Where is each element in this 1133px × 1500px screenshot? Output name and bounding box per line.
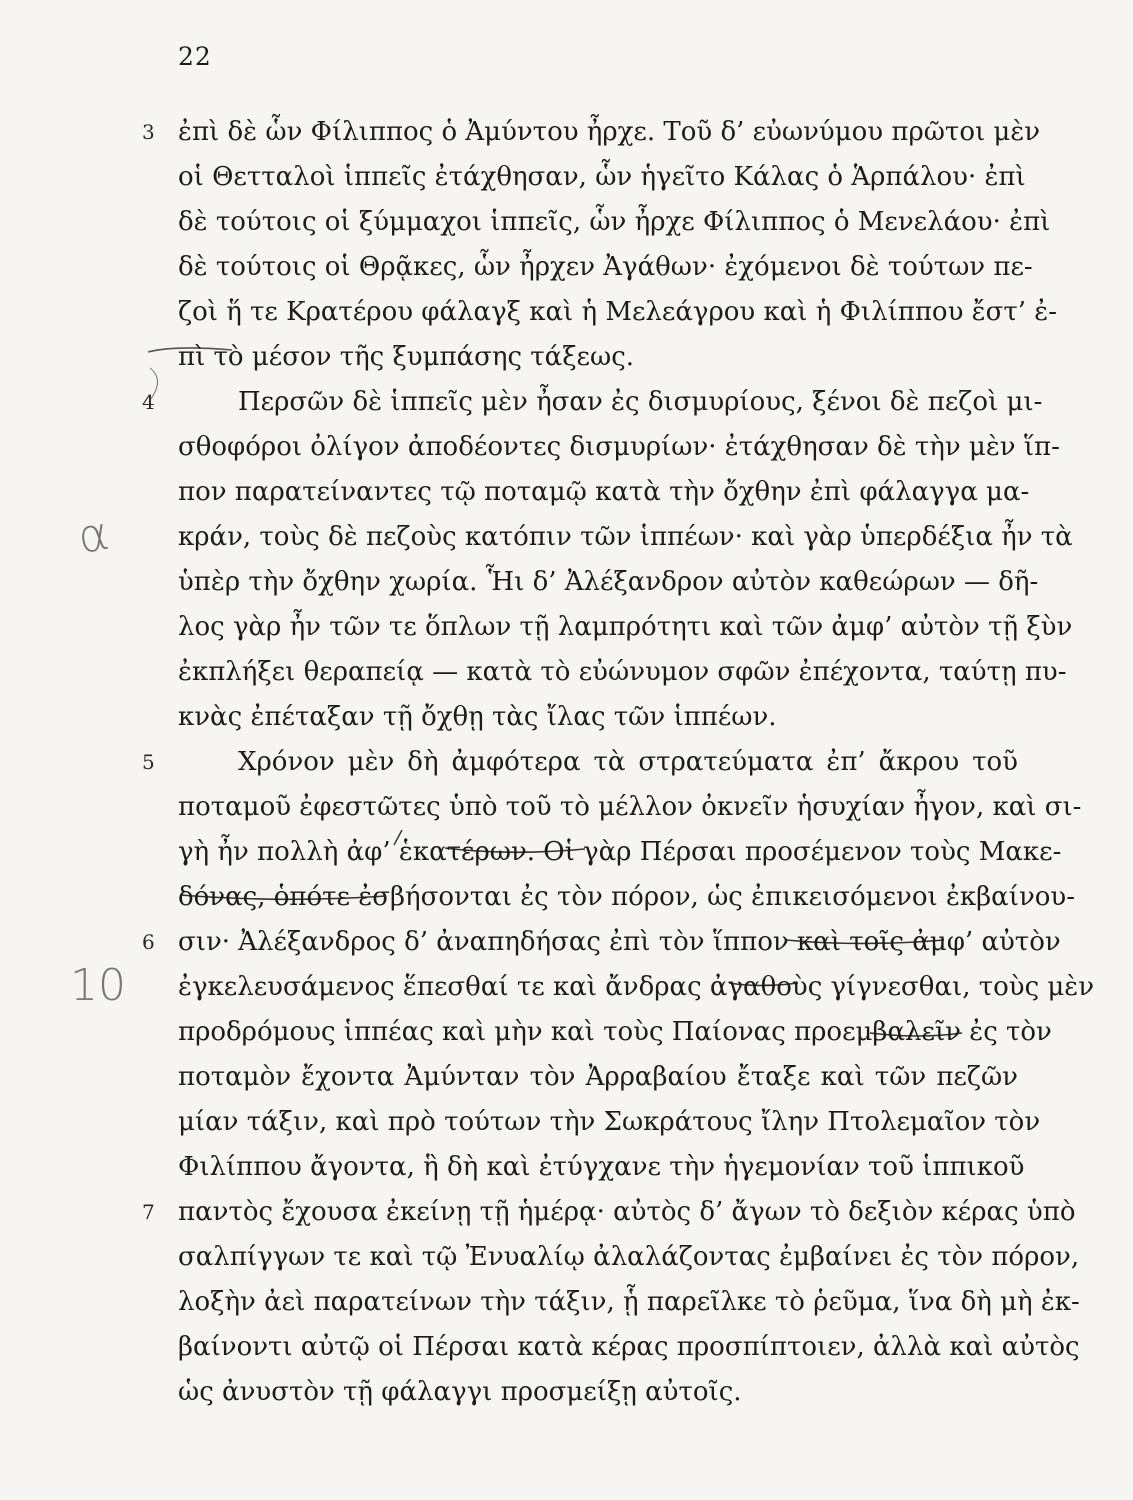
- section-number: 5: [142, 750, 155, 774]
- line-text: ἐγκελευσάμενος ἕπεσθαί τε καὶ ἄνδρας ἀγαθοὺς γίγνεσθαι, τοὺς μὲν: [178, 972, 1095, 1002]
- line-text: ζοὶ ἥ τε Κρατέρου φάλαγξ καὶ ἡ Μελεάγρου καὶ ἡ Φιλίππου ἔστ’ ἐ-: [178, 297, 1058, 327]
- text-line: [142, 740, 1018, 785]
- text-line: [178, 200, 1051, 245]
- text-line: [142, 110, 1041, 155]
- line-text: Χρόνον μὲν δὴ ἀμφότερα τὰ στρατεύματα ἐπ’ ἄκρου τοῦ: [238, 747, 1018, 777]
- line-text: σθοφόροι ὀλίγον ἀποδέοντες δισμυρίων· ἐτάχθησαν δὲ τὴν μὲν ἵπ-: [178, 432, 1060, 462]
- line-text: δὲ τούτοις οἱ ξύμμαχοι ἱππεῖς, ὧν ἦρχε Φίλιππος ὁ Μενελάου· ἐπὶ: [178, 207, 1051, 237]
- text-line: [178, 515, 1073, 560]
- section-number: 6: [142, 930, 155, 954]
- text-line: [142, 920, 1061, 965]
- text-line: [178, 290, 1058, 335]
- line-text: παντὸς ἔχουσα ἐκείνῃ τῇ ἡμέρᾳ· αὐτὸς δ’ ἄγων τὸ δεξιὸν κέρας ὑπὸ: [178, 1197, 1076, 1227]
- line-text: ἐπὶ δὲ ὧν Φίλιππος ὁ Ἀμύντου ἦρχε. Τοῦ δ’ εὐωνύμου πρῶτοι μὲν: [178, 117, 1041, 147]
- line-text: ὡς ἀνυστὸν τῇ φάλαγγι προσμείξῃ αὐτοῖς.: [178, 1377, 742, 1407]
- line-text: δόνας, ὁπότε ἐσβήσονται ἐς τὸν πόρον, ὡς ἐπικεισόμενοι ἐκβαίνου-: [178, 882, 1075, 912]
- text-line: [142, 1190, 1076, 1235]
- section-number: 4: [142, 390, 155, 414]
- line-text: λος γὰρ ἦν τῶν τε ὅπλων τῇ λαμπρότητι καὶ τῶν ἀμφ’ αὐτὸν τῇ ξὺν: [178, 612, 1073, 642]
- line-text: Φιλίππου ἄγοντα, ἣ δὴ καὶ ἐτύγχανε τὴν ἡγεμονίαν τοῦ ἱππικοῦ: [178, 1152, 1025, 1182]
- line-text: γὴ ἦν πολλὴ ἀφ’ ἑκατέρων. Οἱ γὰρ Πέρσαι προσέμενον τοὺς Μακε-: [178, 837, 1062, 867]
- section-number: 3: [142, 120, 155, 144]
- line-text: πον παρατείναντες τῷ ποταμῷ κατὰ τὴν ὄχθην ἐπὶ φάλαγγα μα-: [178, 477, 1030, 507]
- text-line: [178, 1235, 1080, 1280]
- page-number: 22: [178, 42, 212, 71]
- text-line: [142, 380, 1043, 425]
- line-text: Περσῶν δὲ ἱππεῖς μὲν ἦσαν ἐς δισμυρίους, ξένοι δὲ πεζοὶ μι-: [238, 387, 1043, 417]
- line-text: ὑπὲρ τὴν ὄχθην χωρία. Ἧι δ’ Ἀλέξανδρον αὐτὸν καθεώρων — δῆ-: [178, 567, 1039, 597]
- line-text: προδρόμους ἱππέας καὶ μὴν καὶ τοὺς Παίονας προεμβαλεῖν ἐς τὸν: [178, 1017, 1052, 1047]
- text-line: [178, 425, 1060, 470]
- text-line: [178, 1370, 1018, 1415]
- line-text: ποταμοῦ ἐφεστῶτες ὑπὸ τοῦ τὸ μέλλον ὀκνεῖν ἡσυχίαν ἦγον, καὶ σι-: [178, 792, 1082, 822]
- line-text: κράν, τοὺς δὲ πεζοὺς κατόπιν τῶν ἱππέων· καὶ γὰρ ὑπερδέξια ἦν τὰ: [178, 522, 1073, 552]
- margin-note-alpha: α: [73, 505, 113, 565]
- line-text: μίαν τάξιν, καὶ πρὸ τούτων τὴν Σωκράτους ἴλην Πτολεμαῖον τὸν: [178, 1107, 1041, 1137]
- section-number: 7: [142, 1200, 155, 1224]
- text-line: [178, 1325, 1080, 1370]
- text-line: [178, 245, 1033, 290]
- text-line: [178, 605, 1073, 650]
- text-line: [178, 695, 1018, 740]
- text-line: [178, 830, 1062, 875]
- line-text: δὲ τούτοις οἱ Θρᾷκες, ὧν ἦρχεν Ἀγάθων· ἐχόμενοι δὲ τούτων πε-: [178, 252, 1033, 282]
- line-text: βαίνοντι αὐτῷ οἱ Πέρσαι κατὰ κέρας προσπίπτοιεν, ἀλλὰ καὶ αὐτὸς: [178, 1332, 1080, 1362]
- greek-text-block: [142, 110, 1095, 1415]
- text-line: [178, 335, 1018, 380]
- text-line: [178, 1280, 1080, 1325]
- text-line: [178, 785, 1082, 830]
- line-text: πὶ τὸ μέσον τῆς ξυμπάσης τάξεως.: [178, 342, 635, 372]
- text-line: [178, 1010, 1052, 1055]
- line-text: κνὰς ἐπέταξαν τῇ ὄχθῃ τὰς ἴλας τῶν ἱππέων.: [178, 702, 777, 732]
- line-text: ποταμὸν ἔχοντα Ἀμύνταν τὸν Ἀρραβαίου ἔταξε καὶ τῶν πεζῶν: [178, 1062, 1018, 1092]
- text-line: [178, 1100, 1041, 1145]
- line-text: ἐκπλήξει θεραπείᾳ — κατὰ τὸ εὐώνυμον σφῶν ἐπέχοντα, ταύτῃ πυ-: [178, 657, 1067, 687]
- text-line: [178, 1055, 1018, 1100]
- text-line: [178, 965, 1095, 1010]
- text-line: [178, 1145, 1025, 1190]
- line-text: οἱ Θετταλοὶ ἱππεῖς ἐτάχθησαν, ὧν ἡγεῖτο Κάλας ὁ Ἁρπάλου· ἐπὶ: [178, 162, 1026, 192]
- line-text: σαλπίγγων τε καὶ τῷ Ἐνυαλίῳ ἀλαλάζοντας ἐμβαίνει ἐς τὸν πόρον,: [178, 1242, 1080, 1272]
- margin-note-ten: 10: [70, 960, 126, 1011]
- text-line: [178, 470, 1030, 515]
- text-line: [178, 875, 1075, 920]
- line-text: λοξὴν ἀεὶ παρατείνων τὴν τάξιν, ᾗ παρεῖλκε τὸ ῥεῦμα, ἵνα δὴ μὴ ἐκ-: [178, 1287, 1080, 1317]
- text-line: [178, 560, 1039, 605]
- text-line: [178, 650, 1067, 695]
- text-line: [178, 155, 1026, 200]
- line-text: σιν· Ἀλέξανδρος δ’ ἀναπηδήσας ἐπὶ τὸν ἵππον καὶ τοῖς ἀμφ’ αὐτὸν: [178, 927, 1061, 957]
